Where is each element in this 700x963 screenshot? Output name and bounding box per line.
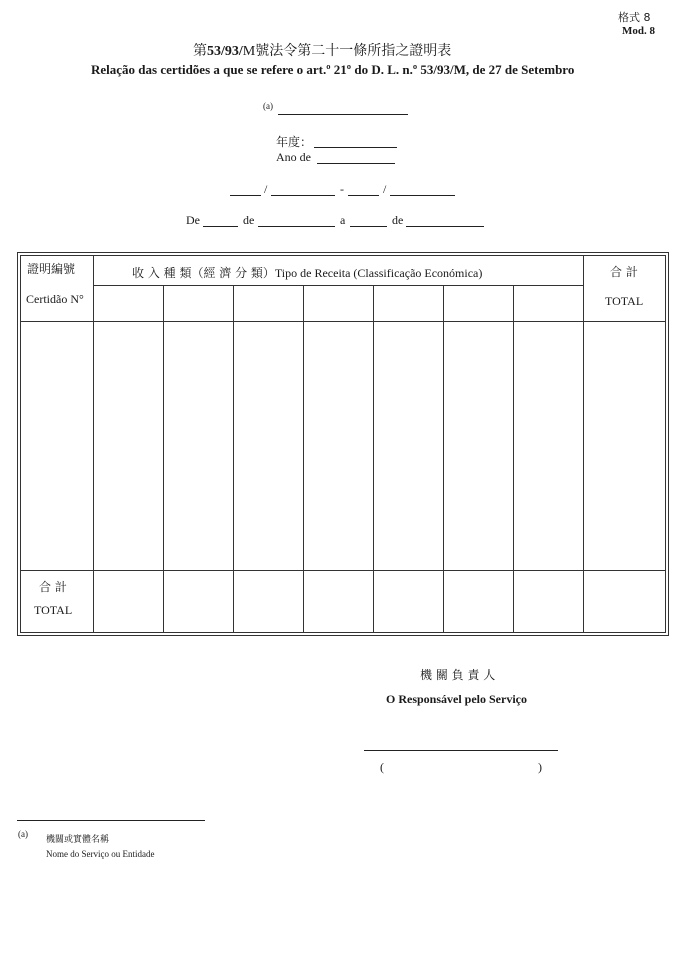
- column-divider: [163, 285, 164, 633]
- responsible-title-cjk: 機 關 負 責 人: [420, 668, 496, 682]
- total-header-cjk: 合 計: [610, 265, 638, 279]
- year-field-pt[interactable]: [317, 163, 395, 164]
- footnote-marker: (a): [18, 829, 28, 839]
- period-field-2[interactable]: [258, 226, 335, 227]
- revenue-type-header: 收 入 種 類（經 濟 分 類）Tipo de Receita (Classificação Económica): [132, 266, 483, 280]
- entity-name-field[interactable]: [278, 114, 408, 115]
- page-title-pt: Relação das certidões a que se refere o art.º 21º do D. L. n.º 53/93/M, de 27 de Setembro: [91, 62, 575, 77]
- footnote-cjk: 機關或實體名稱: [46, 835, 110, 845]
- column-divider: [373, 285, 374, 633]
- period-field-3[interactable]: [350, 226, 387, 227]
- cert-number-header-pt: Certidão N°: [26, 292, 84, 306]
- year-label-pt: Ano de: [276, 150, 311, 164]
- total-header-pt: TOTAL: [605, 294, 644, 308]
- date-slash-1: /: [264, 182, 268, 196]
- year-label-cjk: 年度：: [276, 135, 313, 149]
- footer-total-cjk: 合 計: [39, 580, 67, 594]
- column-divider: [233, 285, 234, 633]
- header-subdivider: [93, 285, 583, 286]
- footnote-divider: [17, 820, 205, 821]
- period-field-4[interactable]: [406, 226, 484, 227]
- date-dash: -: [340, 182, 344, 196]
- column-divider: [303, 285, 304, 633]
- column-divider: [513, 285, 514, 633]
- period-de-label: De: [186, 213, 200, 227]
- year-field-cjk[interactable]: [314, 147, 397, 148]
- column-divider: [93, 255, 94, 633]
- column-divider: [443, 285, 444, 633]
- page-title-cjk: 第53/93/M號法令第二十一條所指之證明表: [193, 43, 452, 59]
- date-slash-2: /: [383, 182, 387, 196]
- total-row-divider: [20, 570, 666, 571]
- responsible-title-pt: O Responsável pelo Serviço: [386, 692, 527, 706]
- name-paren-open: (: [380, 760, 384, 774]
- date-field-1[interactable]: [230, 195, 261, 196]
- column-divider: [583, 255, 584, 633]
- signature-field[interactable]: [364, 750, 558, 751]
- footnote-pt: Nome do Serviço ou Entidade: [46, 849, 155, 859]
- certificates-table: [20, 255, 666, 633]
- model-number-pt: Mod. 8: [622, 25, 655, 37]
- cert-number-header-cjk: 證明編號: [27, 262, 76, 276]
- period-de-label-2: de: [243, 213, 255, 227]
- period-a-label: a: [340, 213, 346, 227]
- date-field-3[interactable]: [348, 195, 379, 196]
- period-field-1[interactable]: [203, 226, 238, 227]
- period-de-label-3: de: [392, 213, 404, 227]
- header-row-divider: [20, 321, 666, 322]
- date-field-4[interactable]: [390, 195, 455, 196]
- model-number-cjk: 格式 8: [618, 11, 651, 24]
- footer-total-pt: TOTAL: [34, 603, 73, 617]
- name-paren-close: ): [538, 760, 542, 774]
- entity-marker: (a): [263, 101, 273, 111]
- date-field-2[interactable]: [271, 195, 335, 196]
